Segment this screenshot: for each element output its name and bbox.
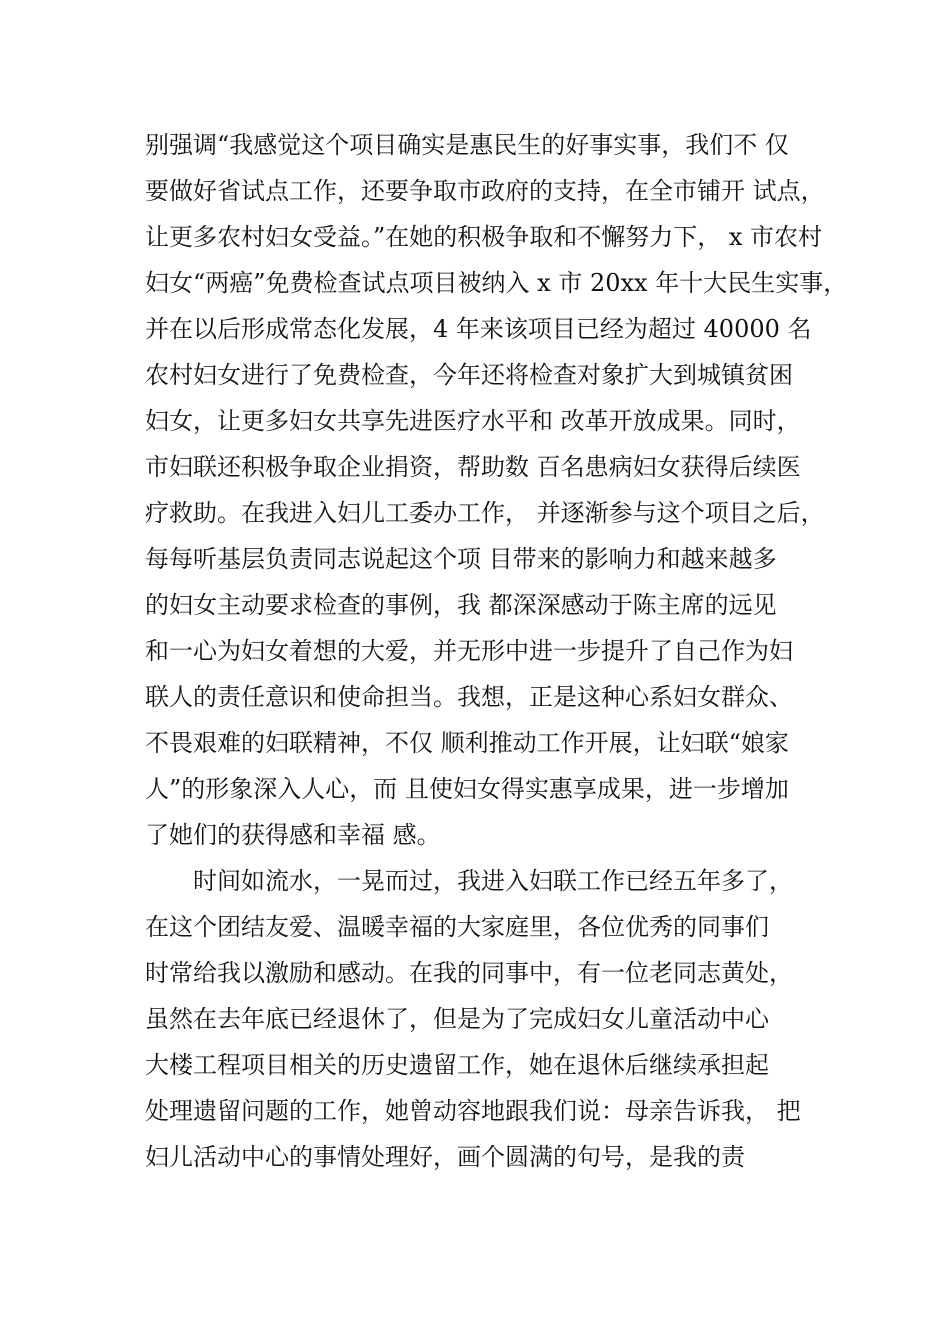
text-line: 联人的责任意识和使命担当。我想，正是这种心系妇女群众、 [145, 683, 793, 711]
text-line: 每每听基层负责同志说起这个项 目带来的影响力和越来越多 [145, 545, 777, 573]
text-line: 要做好省试点工作，还要争取市政府的支持，在全市铺开 试点， [145, 177, 825, 205]
text-line: 人”的形象深入人心，而 且使妇女得实惠享成果，进一步增加 [145, 775, 789, 803]
text-line: 不畏艰难的妇联精神，不仅 顺利推动工作开展，让妇联“娘家 [145, 729, 789, 757]
text-line: 了她们的获得感和幸福 感。 [145, 821, 441, 849]
text-line: 时间如流水，一晃而过，我进入妇联工作已经五年多了， [193, 867, 793, 895]
text-line: 的妇女主动要求检查的事例，我 都深深感动于陈主席的远见 [145, 591, 777, 619]
text-line: 处理遗留问题的工作，她曾动容地跟我们说：母亲告诉我， 把 [145, 1097, 801, 1125]
text-line: 并在以后形成常态化发展，4 年来该项目已经为超过 40000 名 [145, 315, 812, 343]
text-line: 妇女，让更多妇女共享先进医疗水平和 改革开放成果。同时， [145, 407, 801, 435]
text-line: 妇女“两癌”免费检查试点项目被纳入 x 市 20xx 年十大民生实事， [145, 269, 848, 297]
text-line: 在这个团结友爱、温暖幸福的大家庭里，各位优秀的同事们 [145, 913, 769, 941]
text-line: 别强调“我感觉这个项目确实是惠民生的好事实事，我们不 仅 [145, 131, 789, 159]
text-line: 市妇联还积极争取企业捐资，帮助数 百名患病妇女获得后续医 [145, 453, 801, 481]
text-line: 和一心为妇女着想的大爱，并无形中进一步提升了自己作为妇 [145, 637, 793, 665]
text-line: 虽然在去年底已经退休了，但是为了完成妇女儿童活动中心 [145, 1005, 769, 1033]
text-line: 让更多农村妇女受益。”在她的积极争取和不懈努力下， x 市农村 [145, 223, 823, 251]
text-line: 疗救助。在我进入妇儿工委办工作， 并逐渐参与这个项目之后， [145, 499, 825, 527]
text-line: 妇儿活动中心的事情处理好，画个圆满的句号，是我的责 [145, 1143, 745, 1171]
text-line: 农村妇女进行了免费检查，今年还将检查对象扩大到城镇贫困 [145, 361, 793, 389]
document-body [145, 122, 865, 1180]
text-line: 大楼工程项目相关的历史遗留工作，她在退休后继续承担起 [145, 1051, 769, 1079]
text-line: 时常给我以激励和感动。在我的同事中，有一位老同志黄处， [145, 959, 793, 987]
